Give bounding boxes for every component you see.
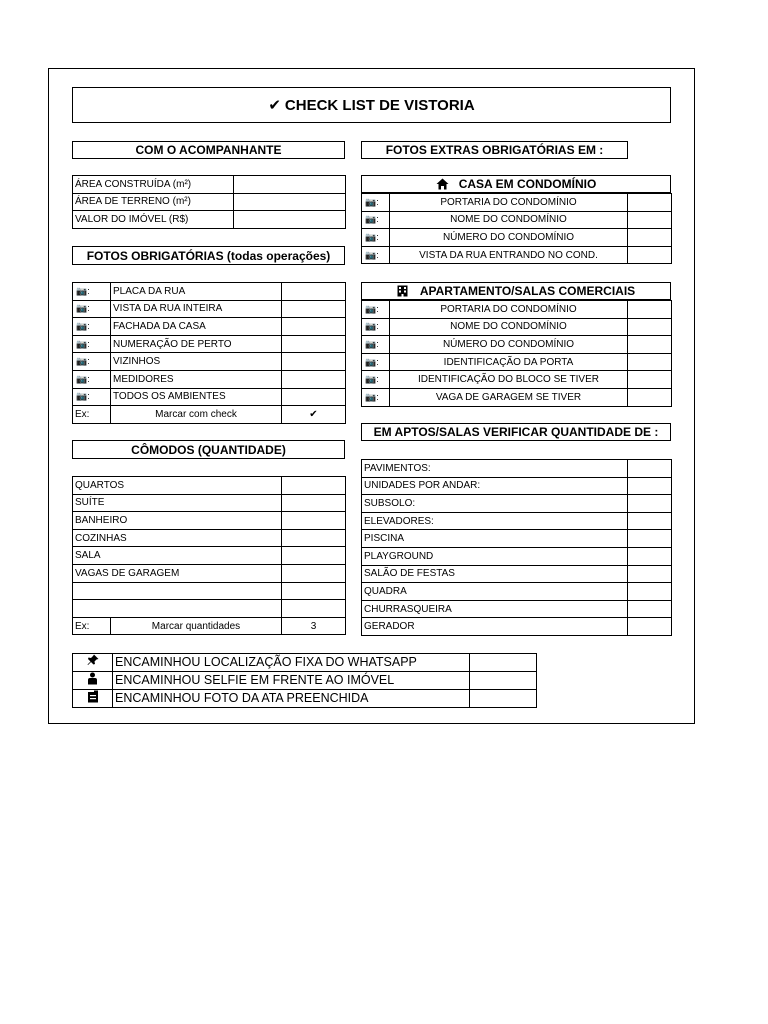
check-cell[interactable]: [470, 671, 537, 689]
list-item: VAGAS DE GARAGEM: [73, 564, 282, 582]
quantity-cell[interactable]: [628, 460, 672, 478]
check-cell[interactable]: [628, 336, 672, 354]
table-row: [362, 530, 672, 548]
table-row: [73, 335, 346, 353]
list-item: SUBSOLO:: [362, 495, 628, 513]
apartamento-table: [361, 300, 672, 407]
area-label: ÁREA DE TERRENO (m²): [73, 193, 234, 211]
list-item: PORTARIA DO CONDOMÍNIO: [390, 194, 628, 212]
list-item: IDENTIFICAÇÃO DA PORTA: [390, 353, 628, 371]
table-row: [362, 477, 672, 495]
check-cell[interactable]: [628, 388, 672, 406]
table-row: [362, 583, 672, 601]
table-row: [73, 547, 346, 565]
check-cell[interactable]: [628, 318, 672, 336]
list-item: VISTA DA RUA ENTRANDO NO COND.: [390, 246, 628, 264]
list-item: FACHADA DA CASA: [111, 318, 282, 336]
area-label: ÁREA CONSTRUÍDA (m²): [73, 176, 234, 194]
camera-icon: 📷:: [362, 353, 390, 371]
list-item: TODOS OS AMBIENTES: [111, 388, 282, 406]
camera-icon: 📷:: [73, 370, 111, 388]
quantity-cell[interactable]: [282, 582, 346, 600]
camera-icon: 📷:: [362, 336, 390, 354]
list-item: NOME DO CONDOMÍNIO: [390, 211, 628, 229]
check-cell[interactable]: [628, 246, 672, 264]
quantidade-table: [361, 459, 672, 636]
comodos-table: [72, 476, 346, 635]
list-item: NÚMERO DO CONDOMÍNIO: [390, 229, 628, 247]
list-item: ELEVADORES:: [362, 512, 628, 530]
quantity-cell[interactable]: [628, 547, 672, 565]
quantity-cell[interactable]: [282, 494, 346, 512]
table-row: [73, 564, 346, 582]
table-row: [362, 371, 672, 389]
list-item: SALÃO DE FESTAS: [362, 565, 628, 583]
list-item: MEDIDORES: [111, 370, 282, 388]
list-item: QUARTOS: [73, 477, 282, 495]
table-row: [362, 512, 672, 530]
check-cell[interactable]: [470, 654, 537, 672]
check-cell[interactable]: [628, 371, 672, 389]
quantity-cell[interactable]: [628, 583, 672, 601]
list-item: ENCAMINHOU SELFIE EM FRENTE AO IMÓVEL: [113, 671, 470, 689]
table-row: [362, 301, 672, 319]
area-value-cell[interactable]: [234, 211, 346, 229]
example-row: [73, 617, 346, 635]
list-item: VAGA DE GARAGEM SE TIVER: [390, 388, 628, 406]
quantity-cell[interactable]: [282, 529, 346, 547]
camera-icon: 📷:: [362, 246, 390, 264]
list-item: COZINHAS: [73, 529, 282, 547]
example-label: Ex:: [73, 406, 111, 424]
table-row: [362, 460, 672, 478]
fotos-obrigatorias-header: FOTOS OBRIGATÓRIAS (todas operações): [72, 246, 345, 265]
list-item: IDENTIFICAÇÃO DO BLOCO SE TIVER: [390, 371, 628, 389]
table-row: [73, 211, 346, 229]
camera-icon: 📷:: [362, 318, 390, 336]
list-item: GERADOR: [362, 618, 628, 636]
example-text: Marcar quantidades: [111, 617, 282, 635]
areas-table: [72, 175, 346, 229]
example-label: Ex:: [73, 617, 111, 635]
check-cell[interactable]: [628, 301, 672, 319]
quantity-cell[interactable]: [282, 547, 346, 565]
table-row: [362, 547, 672, 565]
camera-icon: 📷:: [73, 353, 111, 371]
camera-icon: 📷:: [362, 388, 390, 406]
list-item: NÚMERO DO CONDOMÍNIO: [390, 336, 628, 354]
building-icon: [397, 285, 408, 297]
table-row: [362, 211, 672, 229]
check-cell[interactable]: [628, 194, 672, 212]
check-cell[interactable]: [282, 370, 346, 388]
example-row: [73, 406, 346, 424]
table-row: [362, 600, 672, 618]
list-item: SUÍTE: [73, 494, 282, 512]
list-item: ENCAMINHOU FOTO DA ATA PREENCHIDA: [113, 689, 470, 707]
page-title: CHECK LIST DE VISTORIA: [284, 96, 475, 114]
encaminhou-table: [72, 653, 537, 708]
list-item: [73, 582, 282, 600]
apartamento-title: APARTAMENTO/SALAS COMERCIAIS: [419, 284, 636, 298]
camera-icon: 📷:: [362, 301, 390, 319]
table-row: [73, 318, 346, 336]
table-row: [362, 618, 672, 636]
table-row: [73, 600, 346, 618]
table-row: [73, 388, 346, 406]
check-cell[interactable]: [282, 335, 346, 353]
table-row: [73, 353, 346, 371]
table-row: [73, 176, 346, 194]
example-check: ✔: [282, 406, 346, 424]
list-item: UNIDADES POR ANDAR:: [362, 477, 628, 495]
quantity-cell[interactable]: [628, 512, 672, 530]
quantity-cell[interactable]: [282, 512, 346, 530]
list-item: PORTARIA DO CONDOMÍNIO: [390, 301, 628, 319]
list-item: VIZINHOS: [111, 353, 282, 371]
table-row: [362, 353, 672, 371]
quantity-cell[interactable]: [282, 564, 346, 582]
check-cell[interactable]: [470, 689, 537, 707]
table-row: [73, 654, 537, 672]
table-row: [73, 300, 346, 318]
pin-icon: [73, 654, 113, 672]
list-item: NUMERAÇÃO DE PERTO: [111, 335, 282, 353]
example-text: Marcar com check: [111, 406, 282, 424]
table-row: [73, 529, 346, 547]
check-cell[interactable]: [282, 353, 346, 371]
list-item: PLAYGROUND: [362, 547, 628, 565]
table-row: [73, 494, 346, 512]
list-item: QUADRA: [362, 583, 628, 601]
table-row: [362, 318, 672, 336]
quantity-cell[interactable]: [282, 600, 346, 618]
check-cell[interactable]: [628, 353, 672, 371]
list-item: BANHEIRO: [73, 512, 282, 530]
check-cell[interactable]: [282, 388, 346, 406]
list-item: ENCAMINHOU LOCALIZAÇÃO FIXA DO WHATSAPP: [113, 654, 470, 672]
table-row: [73, 512, 346, 530]
camera-icon: 📷:: [73, 388, 111, 406]
quantity-cell[interactable]: [628, 565, 672, 583]
table-row: [73, 477, 346, 495]
fotos-obrigatorias-table: [72, 282, 346, 424]
casa-condominio-table: [361, 193, 672, 264]
camera-icon: 📷:: [73, 318, 111, 336]
area-value-cell[interactable]: [234, 176, 346, 194]
casa-condominio-title: CASA EM CONDOMÍNIO: [458, 177, 597, 191]
area-label: VALOR DO IMÓVEL (R$): [73, 211, 234, 229]
quantity-cell[interactable]: [628, 495, 672, 513]
list-item: NOME DO CONDOMÍNIO: [390, 318, 628, 336]
table-row: [73, 370, 346, 388]
list-item: PAVIMENTOS:: [362, 460, 628, 478]
table-row: [362, 246, 672, 264]
list-item: PLACA DA RUA: [111, 283, 282, 301]
quantity-cell[interactable]: [628, 618, 672, 636]
apartamento-header: [361, 282, 671, 300]
check-cell[interactable]: [628, 211, 672, 229]
person-icon: [73, 671, 113, 689]
check-cell[interactable]: [628, 229, 672, 247]
list-item: SALA: [73, 547, 282, 565]
quantity-cell[interactable]: [282, 477, 346, 495]
table-row: [73, 689, 537, 707]
quantity-cell[interactable]: [628, 600, 672, 618]
camera-icon: 📷:: [73, 283, 111, 301]
table-row: [362, 388, 672, 406]
camera-icon: 📷:: [362, 229, 390, 247]
acompanhante-header: COM O ACOMPANHANTE: [72, 141, 345, 159]
camera-icon: 📷:: [362, 371, 390, 389]
list-item: VISTA DA RUA INTEIRA: [111, 300, 282, 318]
camera-icon: 📷:: [73, 300, 111, 318]
example-quantity: 3: [282, 617, 346, 635]
fotos-extras-header: FOTOS EXTRAS OBRIGATÓRIAS EM :: [361, 141, 628, 159]
casa-condominio-header: [361, 175, 671, 193]
table-row: [362, 194, 672, 212]
title-box: [72, 87, 671, 123]
table-row: [362, 495, 672, 513]
comodos-header: CÔMODOS (QUANTIDADE): [72, 440, 345, 459]
check-cell[interactable]: [282, 318, 346, 336]
document-icon: [73, 689, 113, 707]
table-row: [362, 336, 672, 354]
area-value-cell[interactable]: [234, 193, 346, 211]
camera-icon: 📷:: [73, 335, 111, 353]
table-row: [73, 193, 346, 211]
check-icon: ✔: [268, 97, 281, 114]
table-row: [73, 671, 537, 689]
table-row: [73, 582, 346, 600]
check-cell[interactable]: [282, 300, 346, 318]
check-cell[interactable]: [282, 283, 346, 301]
quantity-cell[interactable]: [628, 477, 672, 495]
list-item: [73, 600, 282, 618]
quantity-cell[interactable]: [628, 530, 672, 548]
camera-icon: 📷:: [362, 211, 390, 229]
table-row: [73, 283, 346, 301]
list-item: CHURRASQUEIRA: [362, 600, 628, 618]
house-icon: [436, 178, 449, 190]
camera-icon: 📷:: [362, 194, 390, 212]
list-item: PISCINA: [362, 530, 628, 548]
quantidade-header: EM APTOS/SALAS VERIFICAR QUANTIDADE DE :: [361, 423, 671, 441]
table-row: [362, 229, 672, 247]
table-row: [362, 565, 672, 583]
